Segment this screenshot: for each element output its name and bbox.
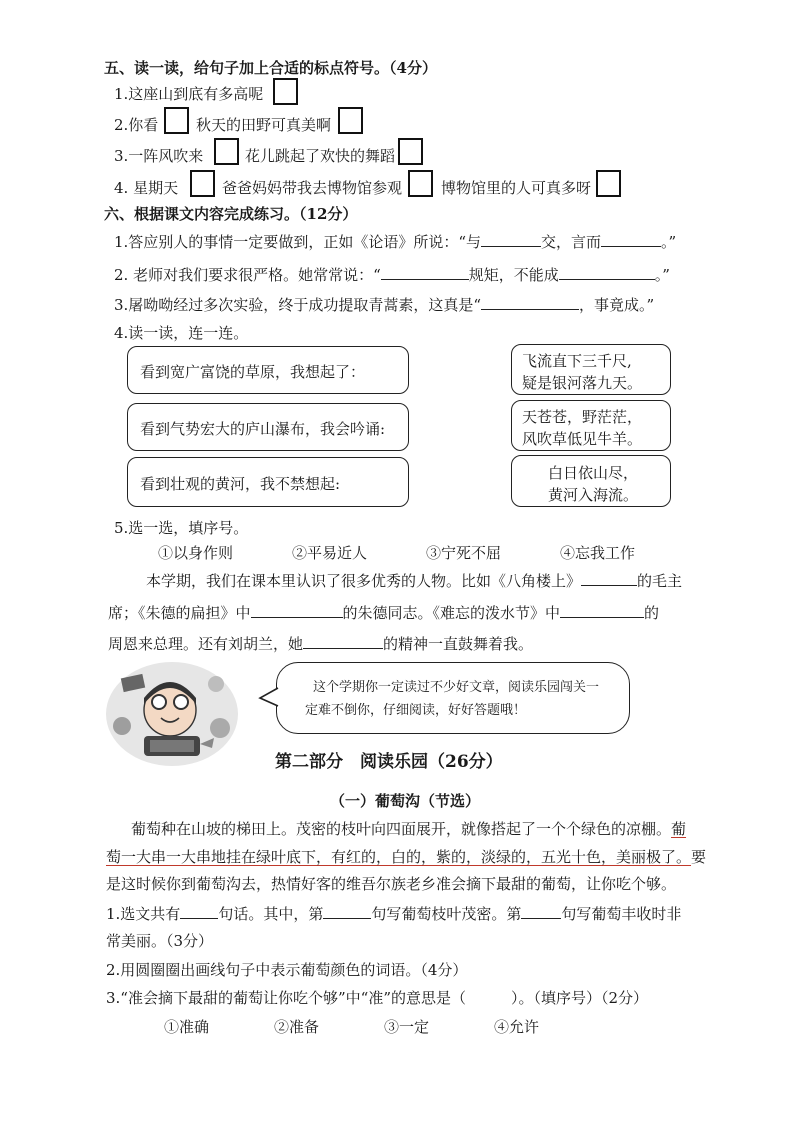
answer-blank[interactable] <box>521 904 561 919</box>
reader-boy-illustration <box>104 658 244 770</box>
fill-para-line2: 席；《朱德的扁担》中 的朱德同志。《难忘的泼水节》中 的 <box>108 604 660 622</box>
part2-title: 第二部分 阅读乐园（26分） <box>275 752 503 772</box>
answer-blank[interactable] <box>559 265 655 280</box>
option-3: ③宁死不屈 <box>426 544 502 562</box>
underlined-sentence: 萄一大串一大串地挂在绿叶底下，有红的，白的，紫的，淡绿的，五光十色，美丽极了。 <box>106 848 692 866</box>
bubble-line1: 这个学期你一定读过不少好文章，阅读乐园闯关一 <box>313 680 600 695</box>
s5-q4b: 爸爸妈妈带我去博物馆参观 <box>222 179 403 197</box>
match-right-1[interactable]: 飞流直下三千尺, 疑是银河落九天。 <box>511 344 671 395</box>
q3-option-3: ③一定 <box>384 1018 430 1036</box>
punct-box-8[interactable] <box>596 170 621 197</box>
option-4: ④忘我工作 <box>560 544 636 562</box>
answer-blank[interactable] <box>251 603 343 618</box>
s5-q3a: 3.一阵风吹来 <box>114 147 204 165</box>
s6-q1: 1.答应别人的事情一定要做到，正如《论语》所说：“与 交，言而 。” <box>114 233 677 251</box>
reading-subtitle: （一）葡萄沟（节选） <box>330 792 481 810</box>
answer-blank[interactable] <box>560 603 644 618</box>
reading-q3: 3.“准会摘下最甜的葡萄让你吃个够”中“准”的意思是（ ）。（填序号）（2分） <box>106 989 649 1007</box>
punct-box-7[interactable] <box>408 170 433 197</box>
answer-blank[interactable] <box>581 571 637 586</box>
punct-box-5[interactable] <box>398 138 423 165</box>
s5-q2b: 秋天的田野可真美啊 <box>196 116 332 134</box>
answer-blank[interactable] <box>481 295 579 310</box>
answer-blank[interactable] <box>601 232 661 247</box>
punct-box-4[interactable] <box>214 138 239 165</box>
s6-q5: 5.选一选，填序号。 <box>114 519 249 537</box>
answer-blank[interactable] <box>323 904 371 919</box>
match-left-1[interactable]: 看到宽广富饶的草原，我想起了： <box>127 346 409 394</box>
passage-line1: 葡萄种在山坡的梯田上。茂密的枝叶向四面展开，就像搭起了一个个绿色的凉棚。葡 <box>131 820 687 838</box>
q3-option-4: ④允许 <box>494 1018 540 1036</box>
match-right-3[interactable]: 白日依山尽， 黄河入海流。 <box>511 455 671 507</box>
reading-q1: 1.选文共有 句话。其中，第 句写葡萄枝叶茂密。第 句写葡萄丰收时非 <box>106 905 682 923</box>
answer-blank[interactable] <box>303 634 383 649</box>
s6-q4: 4.读一读，连一连。 <box>114 324 249 342</box>
s5-q4c: 博物馆里的人可真多呀 <box>441 179 592 197</box>
match-right-2[interactable]: 天苍苍，野茫茫， 风吹草低见牛羊。 <box>511 400 671 451</box>
answer-blank[interactable] <box>180 904 218 919</box>
s5-q3b: 花儿跳起了欢快的舞蹈 <box>245 147 396 165</box>
speech-bubble <box>276 662 630 734</box>
option-1: ①以身作则 <box>158 544 234 562</box>
answer-blank[interactable] <box>481 232 541 247</box>
s5-q4a: 4. 星期天 <box>114 179 179 197</box>
match-left-3[interactable]: 看到壮观的黄河，我不禁想起: <box>127 457 409 507</box>
punct-box-1[interactable] <box>273 78 298 105</box>
reading-q1-cont: 常美丽。（3分） <box>106 932 214 950</box>
s6-q2: 2. 老师对我们要求很严格。她常常说：“ 规矩，不能成 。” <box>114 266 670 284</box>
punct-box-2[interactable] <box>164 107 189 134</box>
speech-bubble-tail <box>258 686 280 708</box>
bubble-line2: 定难不倒你，仔细阅读，好好答题哦！ <box>305 703 527 718</box>
punct-box-6[interactable] <box>190 170 215 197</box>
match-left-2[interactable]: 看到气势宏大的庐山瀑布，我会吟诵: <box>127 403 409 451</box>
passage-line2: 萄一大串一大串地挂在绿叶底下，有红的，白的，紫的，淡绿的，五光十色，美丽极了。要 <box>106 848 707 866</box>
answer-blank[interactable] <box>381 265 469 280</box>
fill-para-line3: 周恩来总理。还有刘胡兰，她 的精神一直鼓舞着我。 <box>108 635 534 653</box>
s6-q3: 3.屠呦呦经过多次实验，终于成功提取青蒿素，这真是“ ，事竟成。” <box>114 296 655 314</box>
q3-option-1: ①准确 <box>164 1018 210 1036</box>
reading-q2: 2.用圆圈圈出画线句子中表示葡萄颜色的词语。（4分） <box>106 961 468 979</box>
fill-para-line1: 本学期，我们在课本里认识了很多优秀的人物。比如《八角楼上》 的毛主 <box>146 572 683 590</box>
punct-box-3[interactable] <box>338 107 363 134</box>
s5-q2a: 2.你看 <box>114 116 159 134</box>
option-2: ②平易近人 <box>292 544 368 562</box>
s5-q1: 1.这座山到底有多高呢 <box>114 85 264 103</box>
section6-title: 六、根据课文内容完成练习。（12分） <box>104 205 358 223</box>
passage-line3: 是这时候你到葡萄沟去，热情好客的维吾尔族老乡准会摘下最甜的葡萄，让你吃个够。 <box>106 875 677 893</box>
q3-option-2: ②准备 <box>274 1018 320 1036</box>
section5-title: 五、读一读，给句子加上合适的标点符号。（4分） <box>104 59 437 77</box>
